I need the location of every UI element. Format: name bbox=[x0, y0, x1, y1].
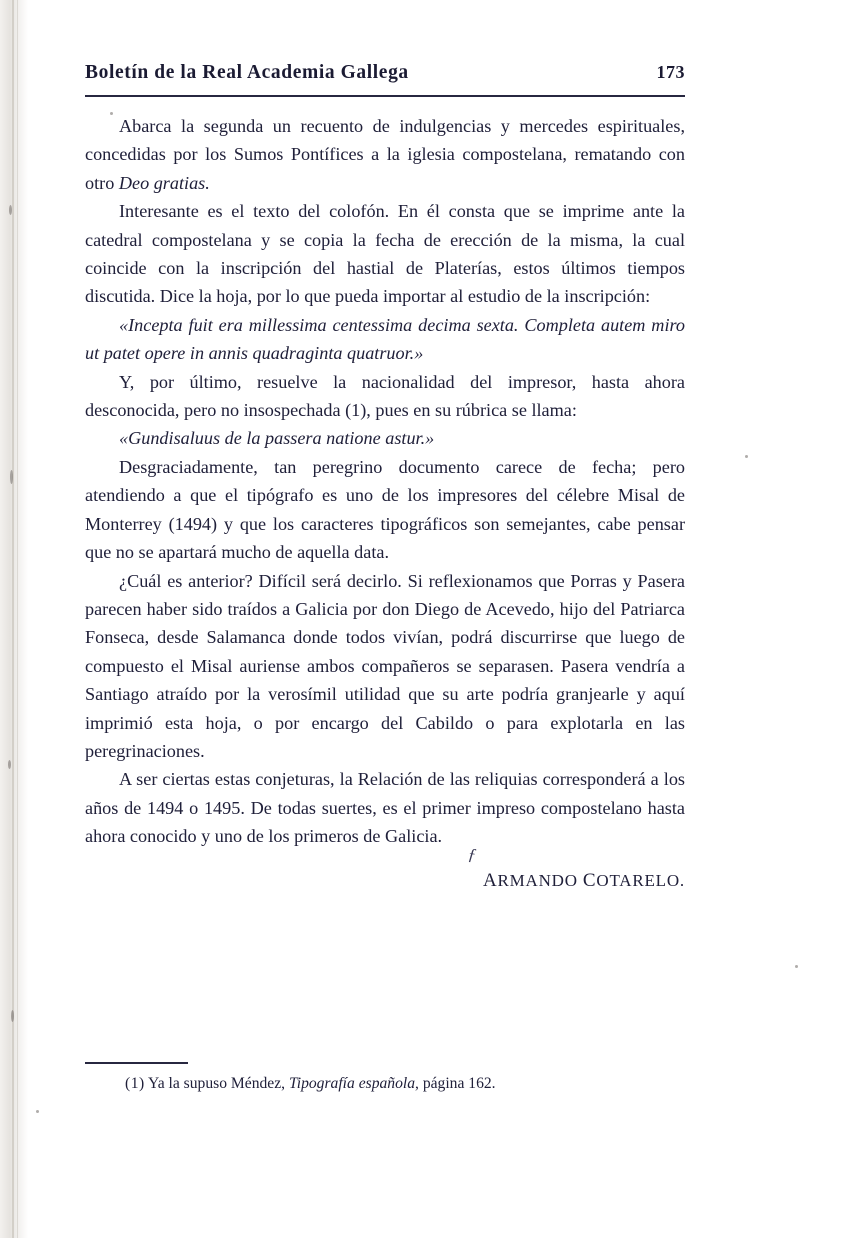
signature-initial-c: C bbox=[582, 870, 597, 891]
header-rule bbox=[85, 95, 685, 97]
footnote-text-after: , página 162. bbox=[415, 1075, 496, 1092]
paragraph bbox=[85, 112, 685, 197]
footnote-1 bbox=[85, 1072, 685, 1096]
footnote-separator-rule bbox=[85, 1062, 188, 1064]
signature-surname-rest: OTARELO. bbox=[596, 871, 685, 890]
paragraph bbox=[85, 567, 685, 766]
author-signature bbox=[85, 870, 685, 892]
running-title: Boletín de la Real Academia Gallega bbox=[85, 62, 409, 83]
signature-name-rest: RMANDO bbox=[497, 871, 583, 890]
footnote-cited-title: Tipografía española bbox=[288, 1075, 416, 1092]
pen-flourish: ƒ bbox=[466, 844, 478, 865]
paragraph bbox=[85, 197, 685, 311]
text-run: Interesante es el texto del colofón. En él consta que se imprime ante la catedral compostelana y se copia la fecha de erección de la misma, la cual coincide con la inscripción del hastial de Platerías, estos últimos tiempos discutida. Dice la hoja, por lo que pueda importar al estudio de la inscripción: bbox=[85, 201, 685, 307]
footnote-text-before: Ya la supuso Méndez, bbox=[148, 1075, 289, 1092]
page-number: 173 bbox=[656, 62, 685, 82]
paragraph bbox=[85, 765, 685, 850]
text-run: Desgraciadamente, tan peregrino documento carece de fecha; pero atendiendo a que el tipógrafo es uno de los impresores del célebre Misal de Monterrey (1494) y que los caracteres tipográficos son semejantes, cabe pensar que no se apartará mucho de aquella data. bbox=[85, 456, 685, 563]
block-quote bbox=[85, 424, 685, 452]
text-run: ¿Cuál es anterior? Difícil será decirlo. Si reflexionamos que Porras y Pasera parecen haber sido traídos a Galicia por don Diego de Acevedo, hijo del Patriarca Fonseca, desde Salamanca donde todos vivían, podrá discurrirse que luego de compuesto el Misal auriense ambos compañeros se separasen. Pasera vendría a Santiago atraído por la verosímil utilidad que su arte podría granjearle y aquí imprimió esta hoja, o por encargo del Cabildo o para explotarla en las peregrinaciones. bbox=[85, 570, 685, 761]
italic-run: «Gundisaluus de la passera natione astur.» bbox=[119, 428, 435, 449]
body-text bbox=[85, 112, 685, 851]
text-run: Abarca la segunda un recuento de indulgencias y mercedes espirituales, concedidas por los Sumos Pontífices a la iglesia compostelana, rematando con otro bbox=[85, 116, 685, 193]
paragraph bbox=[85, 368, 685, 425]
footnote-marker: (1) bbox=[125, 1075, 145, 1092]
paragraph bbox=[85, 453, 685, 567]
italic-run: «Incepta fuit era millessima centessima decima sexta. Completa autem miro ut patet opere in annis quadraginta quatruor.» bbox=[85, 314, 685, 364]
page-header bbox=[85, 62, 685, 84]
signature-initial-a: A bbox=[482, 870, 498, 891]
italic-run: Deo gratias. bbox=[118, 172, 210, 193]
block-quote bbox=[85, 311, 685, 368]
text-run: A ser ciertas estas conjeturas, la Relación de las reliquias corresponderá a los años de 1494 o 1495. De todas suertes, es el primer impreso compostelano hasta ahora conocido y uno de los primeros de Galicia. bbox=[85, 769, 685, 847]
text-run: Y, por último, resuelve la nacionalidad del impresor, hasta ahora desconocida, pero no insospechada (1), pues en su rúbrica se llama: bbox=[85, 371, 685, 421]
